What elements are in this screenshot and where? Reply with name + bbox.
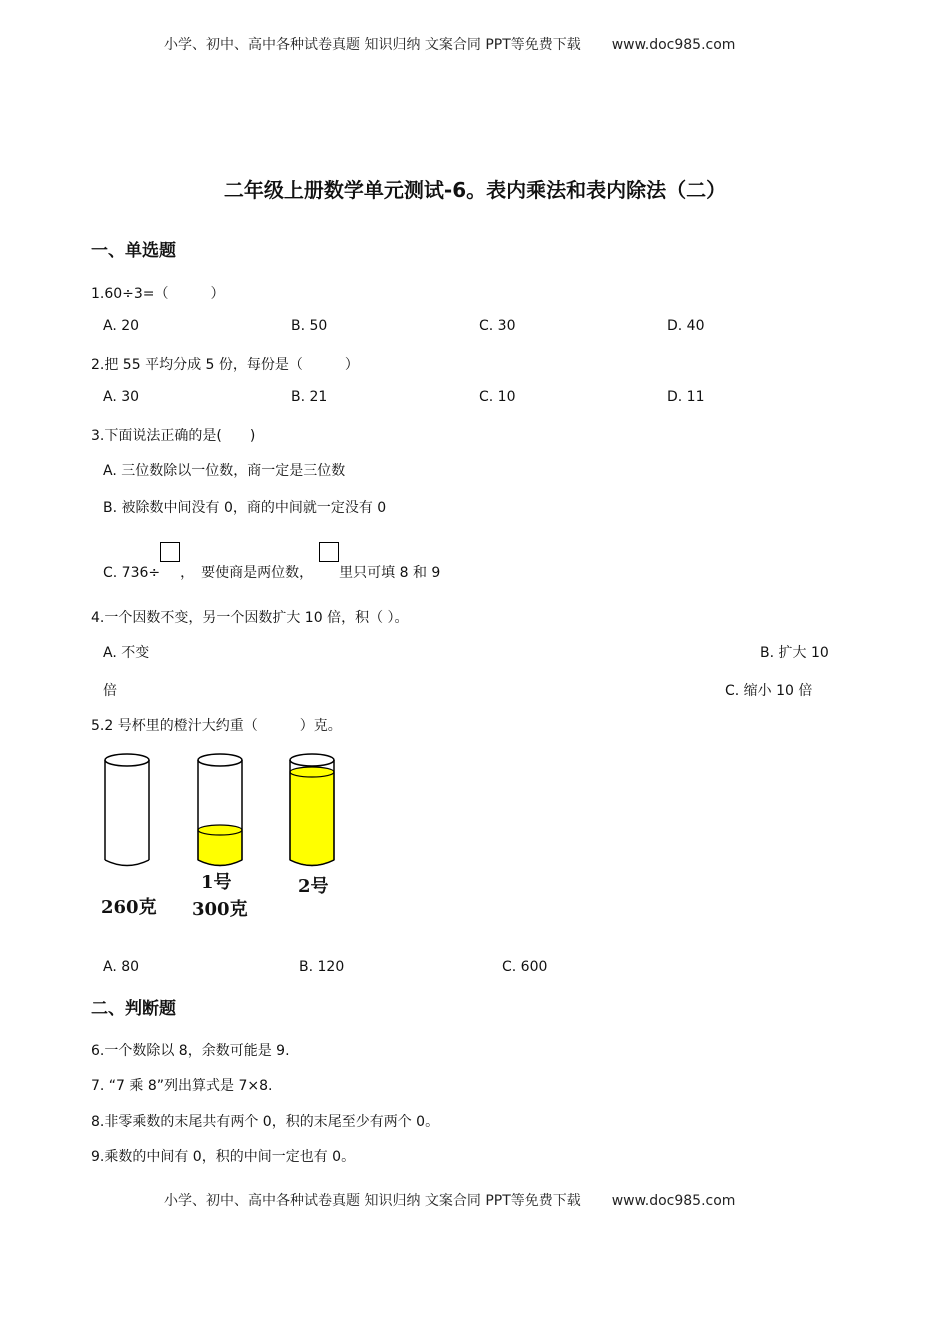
- section-heading-single-choice: 一、单选题: [91, 241, 176, 261]
- cup-empty-weight-label: 260克: [101, 897, 157, 918]
- question-4-stem: 4.一个因数不变，另一个因数扩大 10 倍，积（ ）。: [91, 610, 409, 626]
- cup-1-juice-surface: [198, 825, 242, 835]
- question-8: 8.非零乘数的末尾共有两个 0，积的末尾至少有两个 0。: [91, 1114, 440, 1130]
- page-header: [164, 34, 735, 54]
- question-1-option-a[interactable]: A. 20: [103, 318, 140, 334]
- question-5-option-c[interactable]: C. 600: [502, 959, 548, 975]
- header-site[interactable]: www.doc985.com: [611, 37, 736, 53]
- question-3-option-c[interactable]: [103, 544, 441, 581]
- cup-1-label: 1号: [201, 872, 232, 893]
- question-3-option-c-part3: 里只可填 8 和 9: [339, 565, 441, 581]
- question-9: 9.乘数的中间有 0，积的中间一定也有 0。: [91, 1149, 356, 1165]
- question-2-option-b[interactable]: B. 21: [291, 389, 328, 405]
- cup-2-juice-surface: [290, 767, 334, 777]
- question-2-option-c[interactable]: C. 10: [479, 389, 516, 405]
- question-4-option-a[interactable]: A. 不变: [103, 645, 150, 661]
- question-1-stem: 1.60÷3=（ ）: [91, 286, 225, 302]
- header-text: 小学、初中、高中各种试卷真题 知识归纳 文案合同 PPT等免费下载: [164, 37, 581, 53]
- page-title: 二年级上册数学单元测试-6。表内乘法和表内除法（二）: [223, 178, 727, 202]
- cup-2-juice: [290, 772, 334, 866]
- cup-2: [290, 754, 334, 866]
- question-1-option-c[interactable]: C. 30: [479, 318, 516, 334]
- cup-empty: [105, 754, 149, 866]
- cup-1: [198, 754, 242, 866]
- question-3-option-a[interactable]: A. 三位数除以一位数，商一定是三位数: [103, 463, 346, 479]
- question-4-option-b-continuation: 倍: [103, 683, 117, 699]
- question-2-option-a[interactable]: A. 30: [103, 389, 140, 405]
- question-6: 6.一个数除以 8，余数可能是 9.: [91, 1043, 290, 1059]
- question-5-stem: 5.2 号杯里的橙汁大约重（ ）克。: [91, 718, 342, 734]
- question-3-option-c-part1: C. 736÷: [103, 565, 161, 581]
- page-footer: [164, 1190, 735, 1210]
- question-2-stem: 2.把 55 平均分成 5 份，每份是（ ）: [91, 357, 359, 373]
- question-7: 7. “7 乘 8”列出算式是 7×8.: [91, 1078, 273, 1094]
- question-3-option-b[interactable]: B. 被除数中间没有 0，商的中间就一定没有 0: [103, 500, 387, 516]
- footer-site[interactable]: www.doc985.com: [611, 1193, 736, 1209]
- cup-2-label: 2号: [298, 876, 329, 897]
- question-1-option-d[interactable]: D. 40: [667, 318, 705, 334]
- section-heading-judgement: 二、判断题: [91, 999, 176, 1019]
- question-5-option-a[interactable]: A. 80: [103, 959, 140, 975]
- question-3-option-c-part2: ， 要使商是两位数，: [180, 565, 314, 581]
- blank-box: [160, 542, 180, 562]
- cup-1-weight-label: 300克: [192, 899, 248, 920]
- blank-box: [319, 542, 339, 562]
- question-4-option-c[interactable]: C. 缩小 10 倍: [725, 683, 813, 699]
- question-3-stem: 3.下面说法正确的是( ): [91, 428, 256, 444]
- question-2-option-d[interactable]: D. 11: [667, 389, 705, 405]
- question-1-option-b[interactable]: B. 50: [291, 318, 328, 334]
- footer-text: 小学、初中、高中各种试卷真题 知识归纳 文案合同 PPT等免费下载: [164, 1193, 581, 1209]
- question-4-option-b[interactable]: B. 扩大 10: [760, 645, 829, 661]
- question-5-option-b[interactable]: B. 120: [299, 959, 345, 975]
